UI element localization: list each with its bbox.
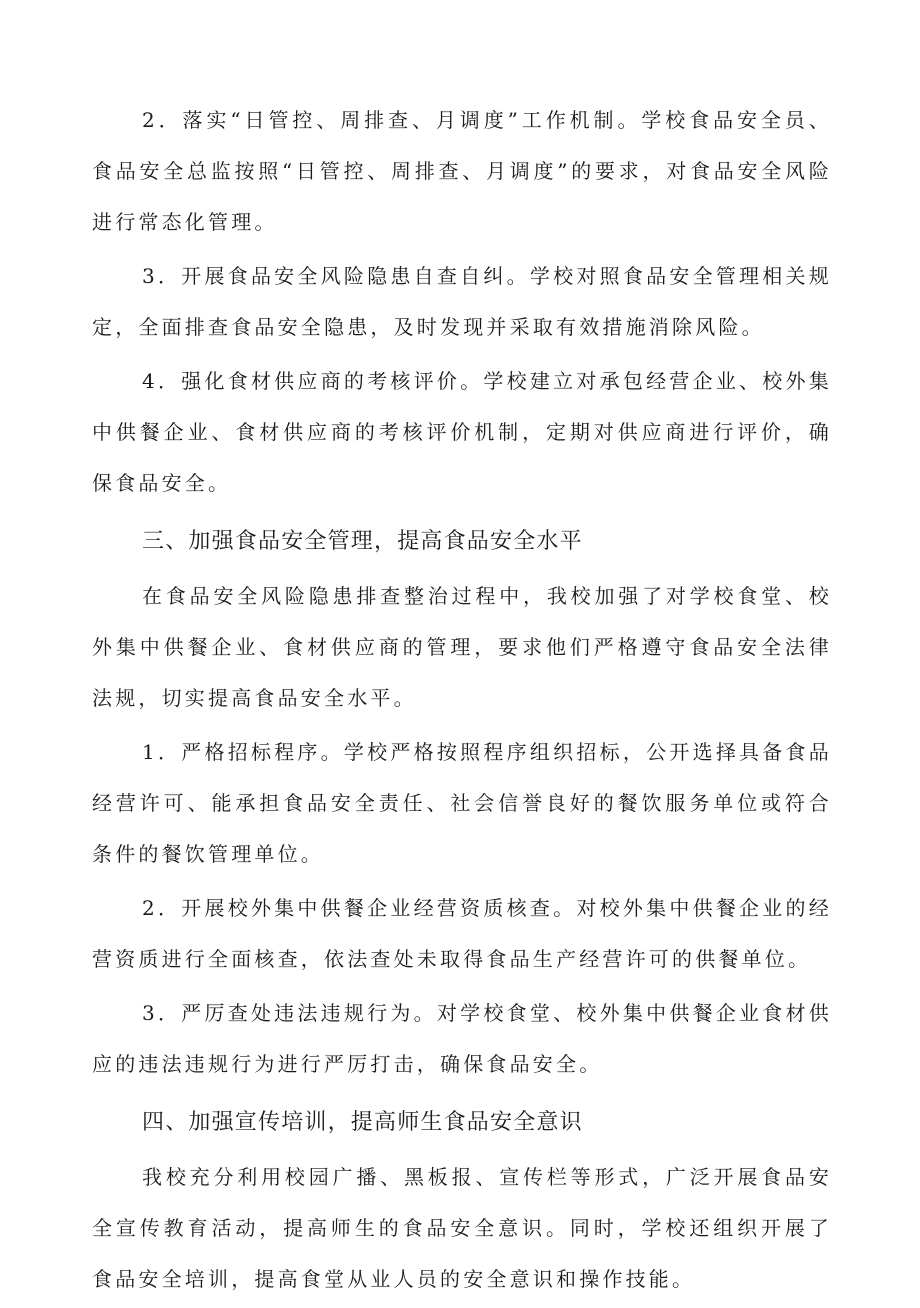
section-heading-4: 四、加强宣传培训，提高师生食品安全意识 — [142, 1110, 583, 1135]
paragraph-item-4-supplier-evaluation: 4．强化食材供应商的考核评价。学校建立对承包经营企业、校外集中供餐企业、食材供应商的考核评价机制，定期对供应商进行评价，确保食品安全。 — [92, 369, 832, 495]
paragraph-item-1-bidding: 1．严格招标程序。学校严格按照程序组织招标，公开选择具备食品经营许可、能承担食品安全责任、社会信誉良好的餐饮服务单位或符合条件的餐饮管理单位。 — [92, 740, 832, 866]
paragraph-section-4-intro: 我校充分利用校园广播、黑板报、宣传栏等形式，广泛开展食品安全宣传教育活动，提高师生的食品安全意识。同时，学校还组织开展了食品安全培训，提高食堂从业人员的安全意识和操作技能。 — [92, 1165, 832, 1291]
paragraph-item-3-self-inspection: 3．开展食品安全风险隐患自查自纠。学校对照食品安全管理相关规定，全面排查食品安全隐患，及时发现并采取有效措施消除风险。 — [92, 264, 832, 339]
section-heading-3: 三、加强食品安全管理，提高食品安全水平 — [142, 529, 583, 554]
paragraph-item-2-daily-control: 2．落实“日管控、周排查、月调度”工作机制。学校食品安全员、食品安全总监按照“日管控、周排查、月调度”的要求，对食品安全风险进行常态化管理。 — [92, 108, 832, 234]
paragraph-item-2-qualification-check: 2．开展校外集中供餐企业经营资质核查。对校外集中供餐企业的经营资质进行全面核查，依法查处未取得食品生产经营许可的供餐单位。 — [92, 896, 832, 971]
paragraph-section-3-intro: 在食品安全风险隐患排查整治过程中，我校加强了对学校食堂、校外集中供餐企业、食材供应商的管理，要求他们严格遵守食品安全法律法规，切实提高食品安全水平。 — [92, 584, 832, 710]
paragraph-item-3-violations: 3．严厉查处违法违规行为。对学校食堂、校外集中供餐企业食材供应的违法违规行为进行严厉打击，确保食品安全。 — [92, 1001, 832, 1076]
document-body — [92, 95, 832, 1308]
